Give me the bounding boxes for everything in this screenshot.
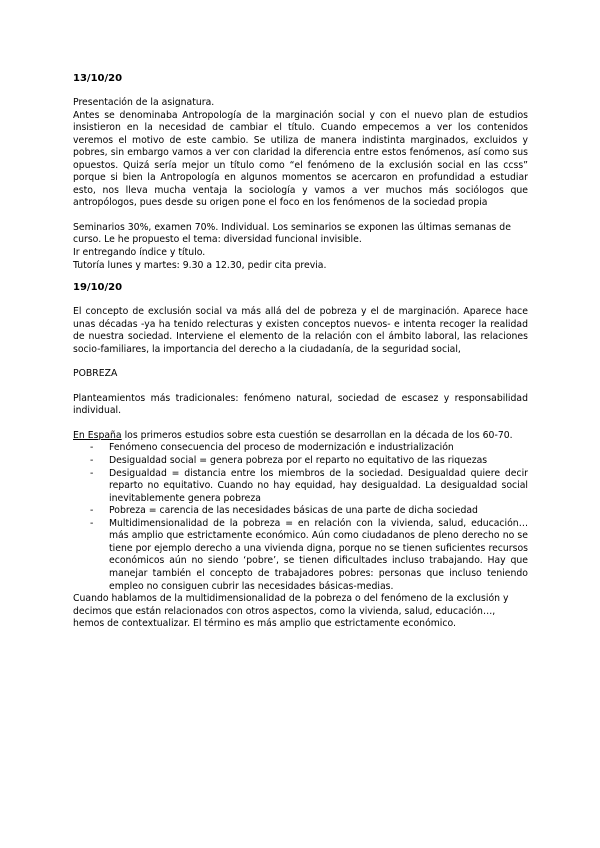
session-title: Presentación de la asignatura.	[73, 97, 215, 108]
spain-paragraph	[73, 430, 528, 443]
bullet-list	[73, 442, 528, 593]
closing-paragraph: Cuando hablamos de la multidimensionalidad de la pobreza o del fenómeno de la exclusión y decimos que están relacionados con otros aspectos, como la vivienda, salud, educación…, hemos de contextualizar. El término es más amplio que estrictamente económico.	[73, 593, 509, 630]
tutoring-text: Tutoría lunes y martes: 9.30 a 12.30, pedir cita previa.	[73, 259, 327, 271]
list-item: - Pobreza = carencia de las necesidades básicas de una parte de dicha sociedad	[73, 505, 528, 518]
list-item: - Desigualdad social = genera pobreza por el reparto no equitativo de las riquezas	[73, 455, 528, 468]
page-content	[73, 72, 528, 631]
session-date-1: 13/10/20	[73, 73, 123, 84]
list-item: - Desigualdad = distancia entre los miembros de la sociedad. Desigualdad quiere decir reparto no equitativo. Cuando no hay equidad, hay desigualdad. La desigualdad social inevitablemente genera pobreza	[73, 468, 528, 506]
spain-label: En España	[73, 429, 122, 441]
session-date-2: 19/10/20	[73, 282, 123, 294]
list-item: - Fenómeno consecuencia del proceso de modernización e industrialización	[73, 442, 528, 455]
spain-text: los primeros estudios sobre esta cuestión se desarrollan en la década de los 60-70.	[121, 429, 513, 441]
exclusion-paragraph: El concepto de exclusión social va más allá del de pobreza y el de marginación. Aparece hace unas décadas -ya ha tenido relecturas y existen conceptos nuevos- e intenta recoger la realidad de nuestra sociedad. Interviene el elemento de la relación con el ámbito laboral, las relaciones socio-familiares, la importancia del derecho a la ciudadanía, de la seguridad social,	[73, 306, 528, 355]
list-item: - Multidimensionalidad de la pobreza = en relación con la vivienda, salud, educación… más amplio que estrictamente económico. Aún como ciudadanos de pleno derecho no se tiene por ejemplo derecho a una vivienda digna, porque no se tienen suficientes recursos económicos aún no siendo ‘pobre’, se tienen dificultades incluso trabajando. Hay que manejar también el concepto de trabajadores pobres: personas que incluso teniendo empleo no consiguen cubrir las necesidades básicas-medias.	[73, 518, 528, 593]
intro-paragraph: Antes se denominaba Antropología de la marginación social y con el nuevo plan de estudios insistieron en la necesidad de cambiar el título. Cuando empecemos a ver los contenidos veremos el motivo de este cambio. Se utiliza de manera indistinta marginados, excluidos y pobres, sin embargo vamos a ver con claridad la diferencia entre estos fenómenos, así como sus opuestos. Quizá sería mejor un título como “el fenómeno de la exclusión social en las ccss” porque si bien la Antropología en algunos momentos se acercaron en profundidad a estudiar esto, nos lleva mucha ventaja la sociología y vamos a ver muchos más sociólogos que antropólogos, pues desde su origen pone el foco en los fenómenos de la sociedad propia	[73, 109, 528, 209]
evaluation-text: Seminarios 30%, examen 70%. Individual. Los seminarios se exponen las últimas semanas de curso. Le he propuesto el tema: diversidad funcional invisible.	[73, 221, 511, 246]
instruction-text: Ir entregando índice y título.	[73, 247, 206, 259]
section-heading-pobreza: POBREZA	[73, 368, 118, 380]
traditional-approaches: Planteamientos más tradicionales: fenómeno natural, sociedad de escasez y responsabilidad individual.	[73, 392, 528, 417]
